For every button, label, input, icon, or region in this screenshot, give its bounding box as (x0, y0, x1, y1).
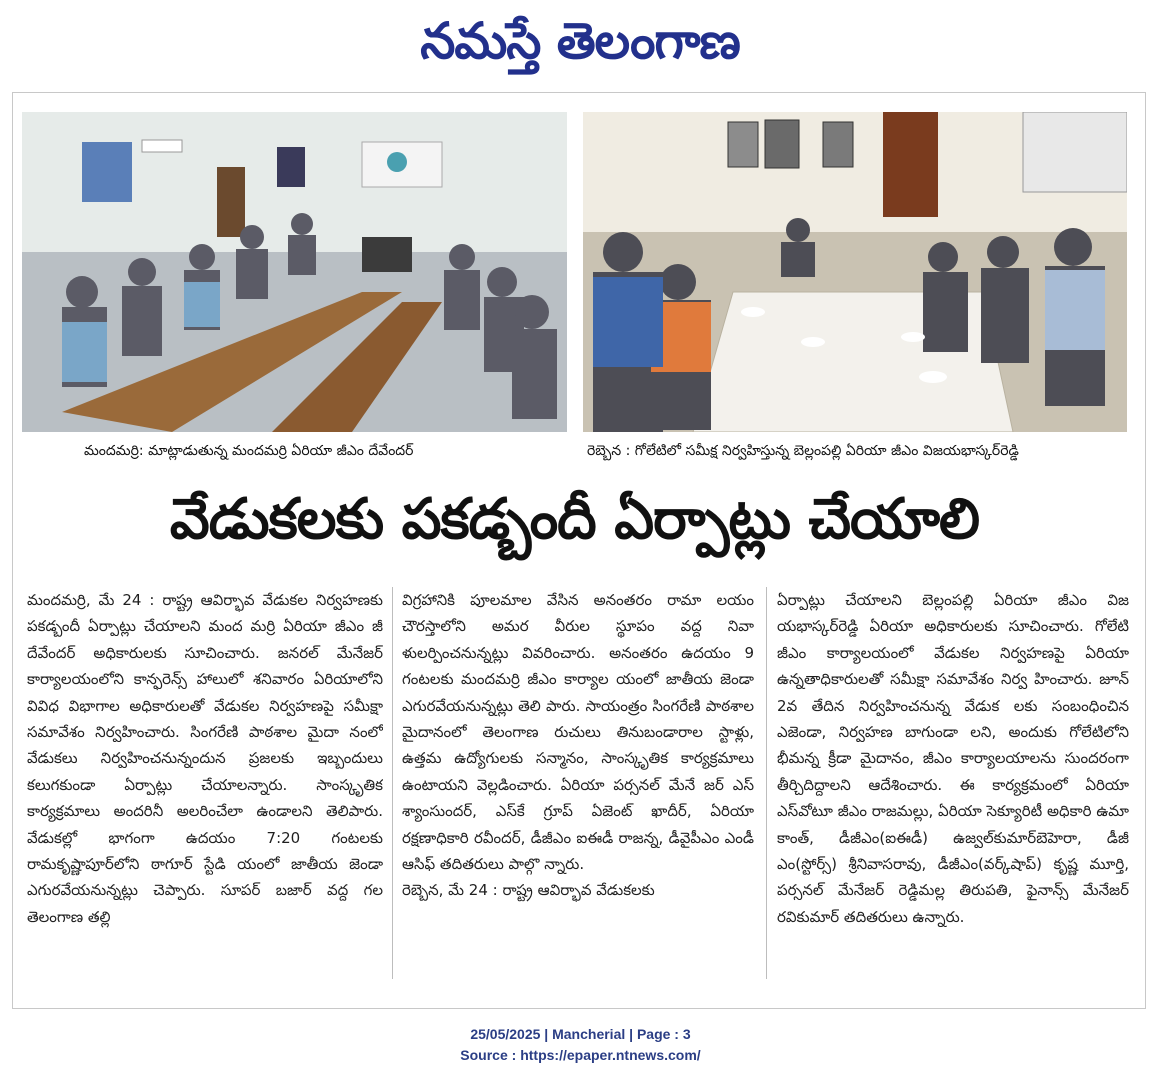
column-divider (392, 587, 393, 979)
article-column-2 (402, 587, 754, 987)
article-paragraph: మందమర్రి, మే 24 : రాష్ట్ర ఆవిర్భావ వేడుకల నిర్వహణకు పకడ్బందీ ఏర్పాట్లు చేయాలని మంద మర్రి ఏరియా జీఎం జీ దేవేందర్ అధికారులకు సూచించారు. జనరల్ మేనేజర్ కార్యాలయంలోని కాన్ఫరెన్స్ హాలులో శనివారం ఏరియాలోని వివిధ విభాగాల అధికారులతో వేడుకల నిర్వహణపై సమీక్షా సమావేశం నిర్వహించారు. సింగరేణి పాఠశాల మైదా నంలో వేడుకలు నిర్వహించనున్నందున ప్రజలకు ఇబ్బందులు కలుగకుండా ఏర్పాట్లు చేయాలన్నారు. సాంస్కృతిక కార్యక్రమాలు అందరినీ అలరించేలా ఉండాలని తెలిపారు. వేడుకల్లో భాగంగా ఉదయం 7:20 గంటలకు రామకృష్ణాపూర్‌లోని ఠాగూర్ స్టేడి యంలో జాతీయ జెండా ఎగురవేయనున్నట్లు చెప్పారు. సూపర్ బజార్ వద్ద గల తెలంగాణ తల్లి (27, 591, 383, 926)
clipping-date-page: 25/05/2025 | Mancherial | Page : 3 (470, 1026, 691, 1042)
column-divider (766, 587, 767, 979)
article-paragraph: ఏర్పాట్లు చేయాలని బెల్లంపల్లి ఏరియా జీఎం విజ యభాస్కర్‌రెడ్డి ఏరియా అధికారులకు సూచించారు. గోలేటి జీఎం కార్యాలయంలో వేడుకల నిర్వహణపై ఏరియా ఉన్నతాధికారులతో సమీక్షా సమావేశం నిర్వ హించారు. జూన్ 2వ తేదిన నిర్వహించనున్న వేడుక లకు సంబంధించిన ఎజెండా, నిర్వహణ బాగుండా లని, అందుకు గోలేటిలోని భీమన్న క్రీడా మైదానం, జీఎం కార్యాలయాలను సుందరంగా తీర్చిదిద్దాలని ఆదేశించారు. ఈ కార్యక్రమంలో ఏరియా ఎస్‌వోటూ జీఎం రాజమల్లు, ఏరియా సెక్యూరిటీ అధికారి ఉమా కాంత్, డీజీఎం(ఐఈడీ) ఉజ్వల్‌కుమార్‌బెహెరా, డీజీ ఎం(స్టోర్స్) శ్రీనివాసరావు, డీజీఎం(వర్క్‌షాప్) కృష్ణ మూర్తి, పర్సనల్ మేనేజర్ రెడ్డిమల్ల తిరుపతి, ఫైనాన్స్ మేనేజర్ రవికుమార్ తదితరులు ఉన్నారు. (777, 591, 1129, 926)
review-meeting-photo (583, 112, 1127, 432)
newspaper-masthead: నమస్తే తెలంగాణ (420, 12, 740, 70)
article-paragraph: రెబ్బెన, మే 24 : రాష్ట్ర ఆవిర్భావ వేడుకలకు (402, 881, 655, 900)
meeting-room-photo (22, 112, 567, 432)
article-column-1 (27, 587, 383, 987)
article-headline: వేడుకలకు పకడ్బందీ ఏర్పాట్లు చేయాలి (169, 487, 980, 552)
article-column-3 (777, 587, 1129, 987)
left-photo-caption: మందమర్రి: మాట్లాడుతున్న మందమర్రి ఏరియా జీఎం దేవేందర్ (84, 443, 414, 459)
right-photo-caption: రెబ్బెన : గోలేటిలో సమీక్ష నిర్వహిస్తున్న బెల్లంపల్లి ఏరియా జీఎం విజయభాస్కర్‌రెడ్డి (587, 443, 1019, 459)
article-paragraph: విగ్రహానికి పూలమాల వేసిన అనంతరం రామా లయం చౌరస్తాలోని అమర వీరుల స్థూపం వద్ద నివా ళులర్పించనున్నట్లు వివరించారు. అనంతరం ఉదయం 9 గంటలకు మందమర్రి జీఎం కార్యాల యంలో జాతీయ జెండా ఎగురవేయనున్నట్లు తెలి పారు. సాయంత్రం సింగరేణి పాఠశాల మైదానంలో తెలంగాణ రుచులు తినుబండారాల స్టాళ్లు, ఉత్తమ ఉద్యోగులకు సన్మానం, సాంస్కృతిక కార్యక్రమాలు ఉంటాయని వెల్లడించారు. ఏరియా పర్సనల్ మేనే జర్ ఎస్ శ్యాంసుందర్, ఎస్‌కే గ్రూప్ ఏజెంట్ ఖాదీర్, ఏరియా రక్షణాధికారి రవీందర్, డీజీఎం ఐఈడీ రాజన్న, డీవైపీఎం ఎండీ ఆసిఫ్ తదితరులు పాల్గొ న్నారు. (402, 591, 754, 874)
clipping-source: Source : https://epaper.ntnews.com/ (460, 1047, 701, 1063)
